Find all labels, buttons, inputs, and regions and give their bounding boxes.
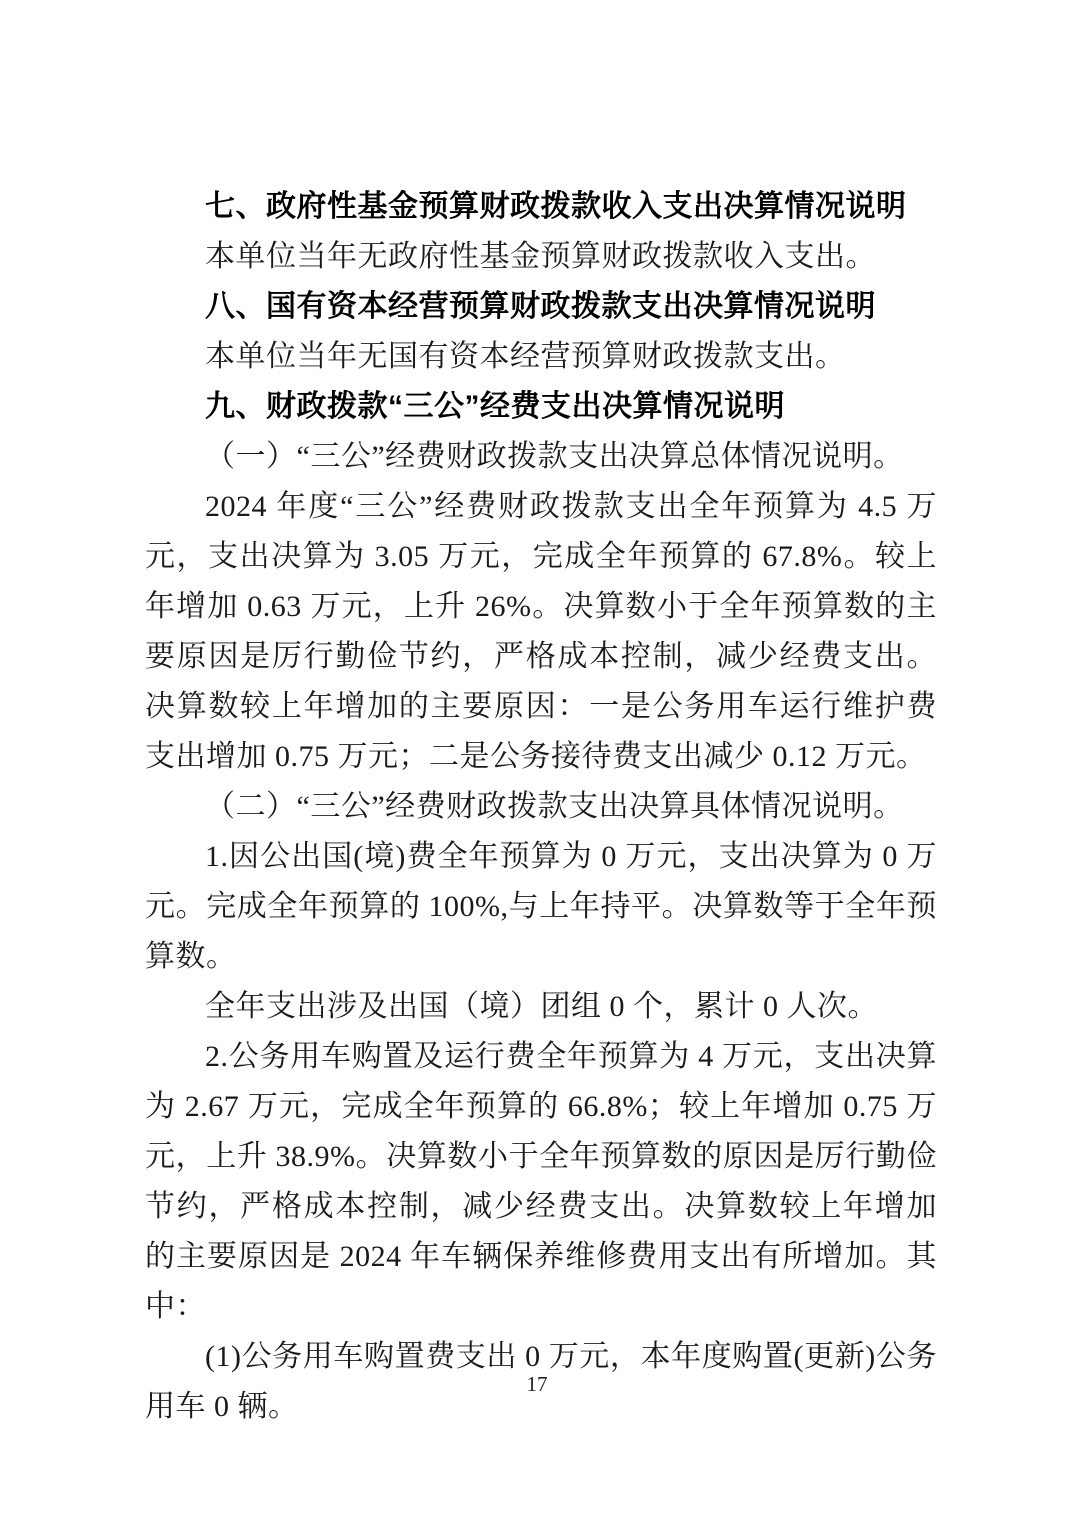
- paragraph: 1.因公出国(境)费全年预算为 0 万元，支出决算为 0 万元。完成全年预算的 100%,与上年持平。决算数等于全年预算数。: [145, 840, 937, 973]
- section-heading-8: 八、国有资本经营预算财政拨款支出决算情况说明: [205, 290, 876, 323]
- paragraph: (1)公务用车购置费支出 0 万元，本年度购置(更新)公务用车 0 辆。: [145, 1340, 937, 1423]
- section-heading-9: 九、财政拨款“三公”经费支出决算情况说明: [205, 390, 785, 423]
- subsection-title-1: （一）“三公”经费财政拨款支出决算总体情况说明。: [205, 440, 904, 473]
- section-heading-7: 七、政府性基金预算财政拨款收入支出决算情况说明: [205, 190, 907, 223]
- paragraph: 本单位当年无政府性基金预算财政拨款收入支出。: [205, 240, 876, 273]
- paragraph: 2.公务用车购置及运行费全年预算为 4 万元，支出决算为 2.67 万元，完成全年预算的 66.8%；较上年增加 0.75 万元，上升 38.9%。决算数小于全年预算数的原因是厉行勤俭节约，严格成本控制，减少经费支出。决算数较上年增加的主要原因是 2024 年车辆保养维修费用支出有所增加。其中：: [145, 1040, 937, 1323]
- paragraph: 2024 年度“三公”经费财政拨款支出全年预算为 4.5 万元，支出决算为 3.05 万元，完成全年预算的 67.8%。较上年增加 0.63 万元，上升 26%。决算数小于全年预算数的主要原因是厉行勤俭节约，严格成本控制，减少经费支出。决算数较上年增加的主要原因：一是公务用车运行维护费支出增加 0.75 万元；二是公务接待费支出减少 0.12 万元。: [145, 490, 937, 773]
- paragraph: 全年支出涉及出国（境）团组 0 个，累计 0 人次。: [205, 990, 878, 1023]
- page-number: 17: [526, 1372, 548, 1396]
- paragraph: 本单位当年无国有资本经营预算财政拨款支出。: [205, 340, 846, 373]
- document-body: [145, 182, 937, 1432]
- subsection-title-2: （二）“三公”经费财政拨款支出决算具体情况说明。: [205, 790, 904, 823]
